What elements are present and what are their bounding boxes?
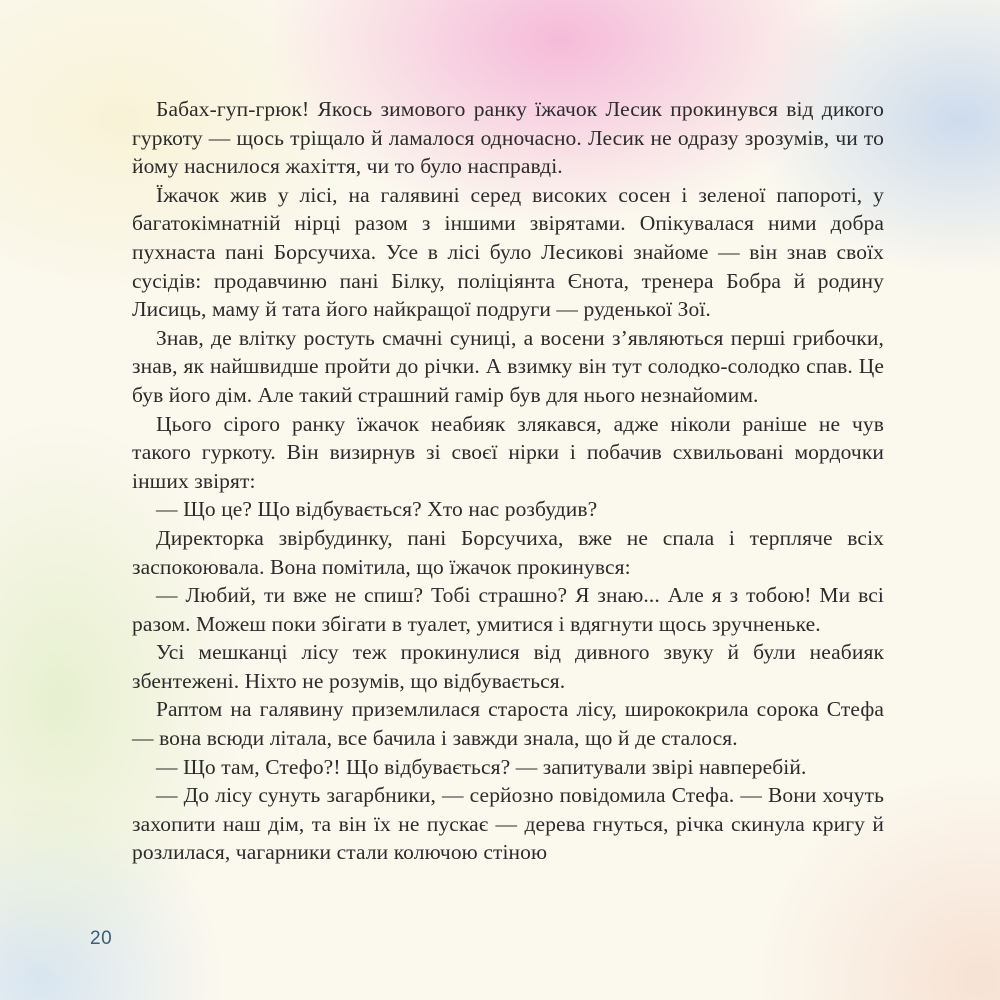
paragraph-8: Усі мешканці лісу теж прокинулися від дивного звуку й були неабияк збентежені. Ніхто не розумів, що відбувається. bbox=[132, 640, 884, 693]
paragraph-1: Бабах-гуп-грюк! Якось зимового ранку їжачок Лесик прокинувся від дикого гуркоту — щось тріщало й ламалося одночасно. Лесик не одразу зрозумів, чи то йому наснилося жахіття, чи то було насправді. bbox=[132, 97, 884, 179]
paragraph-7: — Любий, ти вже не спиш? Тобі страшно? Я знаю... Але я з тобою! Ми всі разом. Можеш поки збігати в туалет, умитися і вдягнути щось зручненьке. bbox=[132, 583, 884, 636]
paragraph-4: Цього сірого ранку їжачок неабияк злякався, адже ніколи раніше не чув такого гуркоту. Він визирнув зі своєї нірки і побачив схвильовані мордочки інших звірят: bbox=[132, 411, 884, 493]
paragraph-5: — Що це? Що відбувається? Хто нас розбудив? bbox=[156, 497, 598, 522]
paragraph-9: Раптом на галявину приземлилася староста лісу, ширококрила сорока Стефа — вона всюди літала, все бачила і завжди знала, що й де сталося. bbox=[132, 697, 884, 751]
paragraph-10: — Що там, Стефо?! Що відбувається? — запитували звірі навперебій. bbox=[156, 754, 807, 779]
paragraph-3: Знав, де влітку ростуть смачні суниці, а восени з’являються перші грибочки, знав, як найшвидше пройти до річки. А взимку він тут солодко-солодко спав. Це був його дім. Але такий страшний гамір був для нього незнайомим. bbox=[132, 325, 884, 407]
story-text bbox=[132, 95, 884, 867]
paragraph-2: Їжачок жив у лісі, на галявині серед високих сосен і зеленої папороті, у багатокімнатній нірці разом з іншими звірятами. Опікувалася ними добра пухнаста пані Борсучиха. Усе в лісі було Лесикові знайоме — він знав своїх сусідів: продавчиню пані Білку, поліціянта Єнота, тренера Бобра й родину Лисиць, маму й тата його найкращої подруги — руденької Зої. bbox=[132, 182, 884, 322]
paragraph-11: — До лісу сунуть загарбники, — серйозно повідомила Стефа. — Вони хочуть захопити наш дім, та він їх не пускає — дерева гнуться, річка скинула кригу й розлилася, чагарники стали колючою стіною bbox=[132, 783, 884, 865]
paragraph-6: Директорка звірбудинку, пані Борсучиха, вже не спала і терпляче всіх заспокоювала. Вона помітила, що їжачок прокинувся: bbox=[132, 525, 884, 579]
page-number: 20 bbox=[90, 928, 113, 949]
